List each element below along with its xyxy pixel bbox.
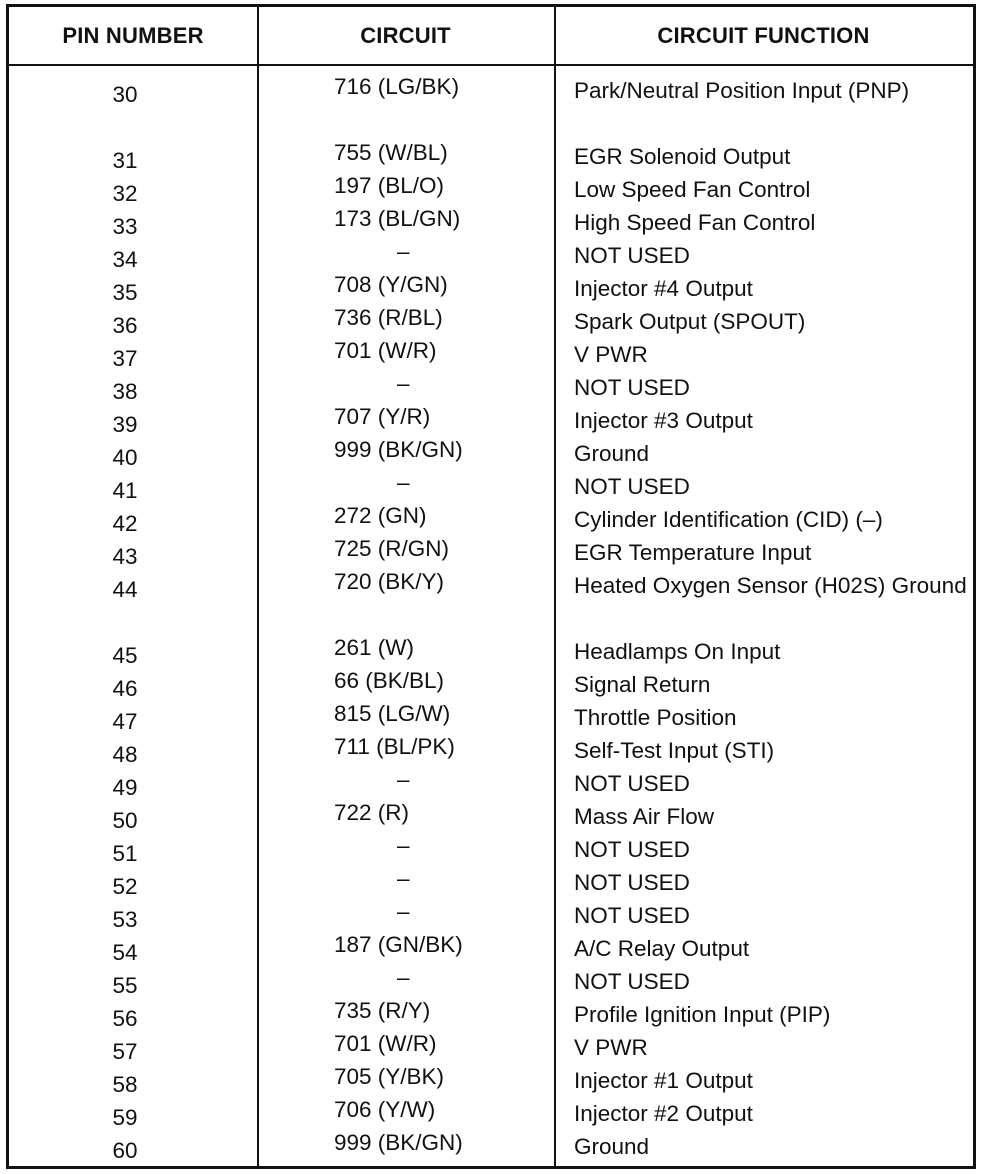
table-row (9, 767, 973, 800)
table-header (9, 7, 973, 66)
circuit-function-cell: NOT USED (574, 375, 690, 400)
circuit-function-cell: Injector #3 Output (574, 408, 753, 433)
pin-number-cell: 36 (112, 313, 138, 338)
pin-number-cell: 40 (112, 445, 138, 470)
circuit-function-cell: EGR Temperature Input (574, 540, 812, 565)
circuit-function-cell: V PWR (574, 1035, 648, 1060)
circuit-function-cell: NOT USED (574, 474, 690, 499)
circuit-function-cell: Mass Air Flow (574, 804, 715, 829)
pin-number-cell: 34 (112, 247, 138, 272)
circuit-cell: 272 (GN) (334, 503, 427, 528)
circuit-function-cell: Profile Ignition Input (PIP) (574, 1002, 831, 1027)
circuit-cell: 706 (Y/W) (334, 1097, 436, 1122)
circuit-cell: 735 (R/Y) (334, 998, 431, 1023)
table-row (9, 734, 973, 767)
pin-number-cell: 35 (112, 280, 138, 305)
table-row (9, 932, 973, 965)
circuit-function-cell: Headlamps On Input (574, 639, 781, 664)
circuit-cell: 197 (BL/O) (334, 173, 445, 198)
pin-number-cell: 32 (112, 181, 138, 206)
pin-number-cell: 58 (112, 1072, 138, 1097)
pin-number-cell: 59 (112, 1105, 138, 1130)
pin-number-cell: 45 (112, 643, 138, 668)
pin-number-cell: 57 (112, 1039, 138, 1064)
circuit-cell: 736 (R/BL) (334, 305, 443, 330)
circuit-function-cell: Injector #2 Output (574, 1101, 753, 1126)
circuit-function-cell: EGR Solenoid Output (574, 144, 791, 169)
circuit-cell: 707 (Y/R) (334, 404, 431, 429)
table-row (9, 998, 973, 1031)
circuit-cell: 716 (LG/BK) (334, 74, 460, 99)
circuit-cell: 701 (W/R) (334, 1031, 437, 1056)
pin-number-cell: 30 (112, 82, 138, 107)
table-row (9, 503, 973, 536)
table-row (9, 833, 973, 866)
table-row (9, 239, 973, 272)
circuit-cell: 722 (R) (334, 800, 410, 825)
circuit-cell: 815 (LG/W) (334, 701, 451, 726)
table-row (9, 470, 973, 503)
circuit-cell: – (397, 470, 410, 495)
circuit-function-cell: Signal Return (574, 672, 711, 697)
circuit-cell: 187 (GN/BK) (334, 932, 463, 957)
header-circuit: CIRCUIT (360, 23, 451, 48)
table-row (9, 569, 973, 635)
table-row (9, 437, 973, 470)
pin-number-cell: 55 (112, 973, 138, 998)
pin-number-cell: 41 (112, 478, 138, 503)
table-row (9, 305, 973, 338)
pin-number-cell: 38 (112, 379, 138, 404)
circuit-cell: 708 (Y/GN) (334, 272, 448, 297)
circuit-function-cell: V PWR (574, 342, 648, 367)
pin-number-cell: 39 (112, 412, 138, 437)
circuit-cell: – (397, 866, 410, 891)
table-row (9, 1097, 973, 1130)
circuit-cell: – (397, 239, 410, 264)
circuit-function-cell: Injector #1 Output (574, 1068, 753, 1093)
table-row (9, 404, 973, 437)
pin-number-cell: 42 (112, 511, 138, 536)
circuit-function-cell: High Speed Fan Control (574, 210, 816, 235)
table-row (9, 206, 973, 239)
circuit-cell: 261 (W) (334, 635, 415, 660)
pin-number-cell: 44 (112, 577, 138, 602)
pin-number-cell: 53 (112, 907, 138, 932)
pin-number-cell: 50 (112, 808, 138, 833)
circuit-cell: 720 (BK/Y) (334, 569, 445, 594)
circuit-function-cell: NOT USED (574, 837, 690, 862)
header-pin-number: PIN NUMBER (62, 23, 204, 48)
circuit-cell: 66 (BK/BL) (334, 668, 445, 693)
circuit-cell: 705 (Y/BK) (334, 1064, 445, 1089)
table-row (9, 668, 973, 701)
circuit-function-cell: Park/Neutral Position Input (PNP) (574, 78, 910, 103)
circuit-cell: – (397, 371, 410, 396)
circuit-function-cell: NOT USED (574, 903, 690, 928)
pin-number-cell: 31 (112, 148, 138, 173)
pin-number-cell: 49 (112, 775, 138, 800)
table-row (9, 272, 973, 305)
circuit-function-cell: Ground (574, 441, 650, 466)
pin-number-cell: 47 (112, 709, 138, 734)
circuit-cell: 999 (BK/GN) (334, 1130, 463, 1155)
circuit-cell: 173 (BL/GN) (334, 206, 461, 231)
circuit-cell: – (397, 833, 410, 858)
circuit-function-cell: Ground (574, 1134, 650, 1159)
circuit-function-cell: NOT USED (574, 870, 690, 895)
pin-number-cell: 37 (112, 346, 138, 371)
pin-table (6, 4, 976, 1169)
pin-number-cell: 51 (112, 841, 138, 866)
table-body (9, 74, 973, 1163)
table-row (9, 1031, 973, 1064)
header-circuit-function: CIRCUIT FUNCTION (657, 23, 870, 48)
table-row (9, 701, 973, 734)
pin-number-cell: 56 (112, 1006, 138, 1031)
table-row (9, 371, 973, 404)
pin-number-cell: 43 (112, 544, 138, 569)
circuit-function-cell: NOT USED (574, 969, 690, 994)
table-row (9, 800, 973, 833)
circuit-cell: 725 (R/GN) (334, 536, 450, 561)
circuit-cell: – (397, 899, 410, 924)
pin-number-cell: 48 (112, 742, 138, 767)
circuit-function-cell: NOT USED (574, 771, 690, 796)
table-row (9, 866, 973, 899)
table-row (9, 140, 973, 173)
circuit-function-cell: Throttle Position (574, 705, 737, 730)
circuit-function-cell: Cylinder Identification (CID) (–) (574, 507, 883, 532)
table-row (9, 965, 973, 998)
pin-number-cell: 52 (112, 874, 138, 899)
table-row (9, 173, 973, 206)
circuit-cell: – (397, 767, 410, 792)
table-row (9, 74, 973, 140)
table-row (9, 338, 973, 371)
circuit-function-cell: A/C Relay Output (574, 936, 750, 961)
pin-number-cell: 33 (112, 214, 138, 239)
circuit-function-cell: Self-Test Input (STI) (574, 738, 775, 763)
table-row (9, 1130, 973, 1163)
circuit-cell: 701 (W/R) (334, 338, 437, 363)
table-row (9, 1064, 973, 1097)
table-row (9, 635, 973, 668)
table-row (9, 536, 973, 569)
circuit-function-cell: Injector #4 Output (574, 276, 753, 301)
circuit-cell: 711 (BL/PK) (334, 734, 455, 759)
circuit-cell: 755 (W/BL) (334, 140, 448, 165)
circuit-function-cell: NOT USED (574, 243, 690, 268)
circuit-cell: 999 (BK/GN) (334, 437, 463, 462)
pin-number-cell: 46 (112, 676, 138, 701)
circuit-cell: – (397, 965, 410, 990)
circuit-function-cell: Spark Output (SPOUT) (574, 309, 806, 334)
pin-number-cell: 60 (112, 1138, 138, 1163)
circuit-function-cell: Low Speed Fan Control (574, 177, 811, 202)
circuit-function-cell: Heated Oxygen Sensor (H02S) Ground (574, 573, 967, 598)
table-row (9, 899, 973, 932)
pin-number-cell: 54 (112, 940, 138, 965)
